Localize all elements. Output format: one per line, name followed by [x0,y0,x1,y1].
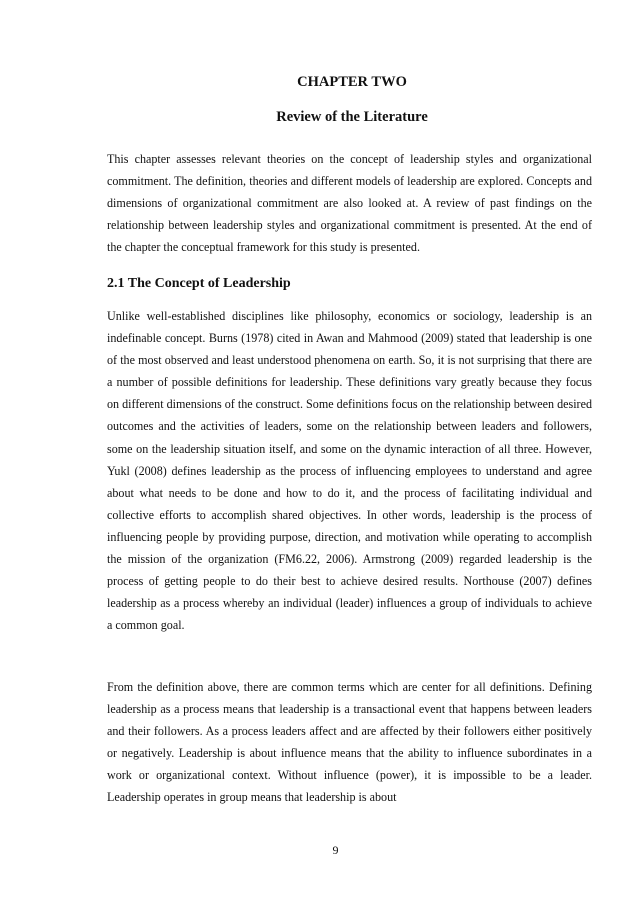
page-number: 9 [332,843,339,857]
chapter-label: CHAPTER TWO [297,74,407,90]
chapter-title: Review of the Literature [276,109,428,125]
body-paragraph: Unlike well-established disciplines like philosophy, economics or sociology, leadership is an indefinable concept. Burns (1978) cited in Awan and Mahmood (2009) stated that leadership is one of the most observed and least understood phenomena on earth. So, it is not surprising that there are a number of possible definitions for leadership. These definitions vary greatly because they focus on different dimensions of the construct. Some definitions focus on the relationship between desired outcomes and the activities of leaders, some on the relationship between leaders and followers, some on the leadership situation itself, and some on the dynamic interaction of all three. However, Yukl (2008) defines leadership as the process of influencing employees to understand and agree about what needs to be done and how to do it, and the process of facilitating individual and collective efforts to accomplish shared objectives. In other words, leadership is the process of influencing people by providing purpose, direction, and motivation while operating to accomplish the mission of the organization (FM6.22, 2006). Armstrong (2009) regarded leadership is the process of getting people to do their best to achieve desired results. Northouse (2007) defines leadership as a process whereby an individual (leader) influences a group of individuals to achieve a common goal. [107,309,592,633]
section-heading: 2.1 The Concept of Leadership [107,276,291,291]
intro-paragraph: This chapter assesses relevant theories on the concept of leadership styles and organizational commitment. The definition, theories and different models of leadership are explored. Concepts and dimensions of organizational commitment are also looked at. A review of past findings on the relationship between leadership styles and organizational commitment is presented. At the end of the chapter the conceptual framework for this study is presented. [107,152,592,255]
body-paragraph: From the definition above, there are common terms which are center for all definitions. Defining leadership as a process means that leadership is a transactional event that happens between leaders and their followers. As a process leaders affect and are affected by their followers either positively or negatively. Leadership is about influence means that the ability to influence subordinates in a work or organizational context. Without influence (power), it is impossible to be a leader. Leadership operates in group means that leadership is about [107,680,592,805]
